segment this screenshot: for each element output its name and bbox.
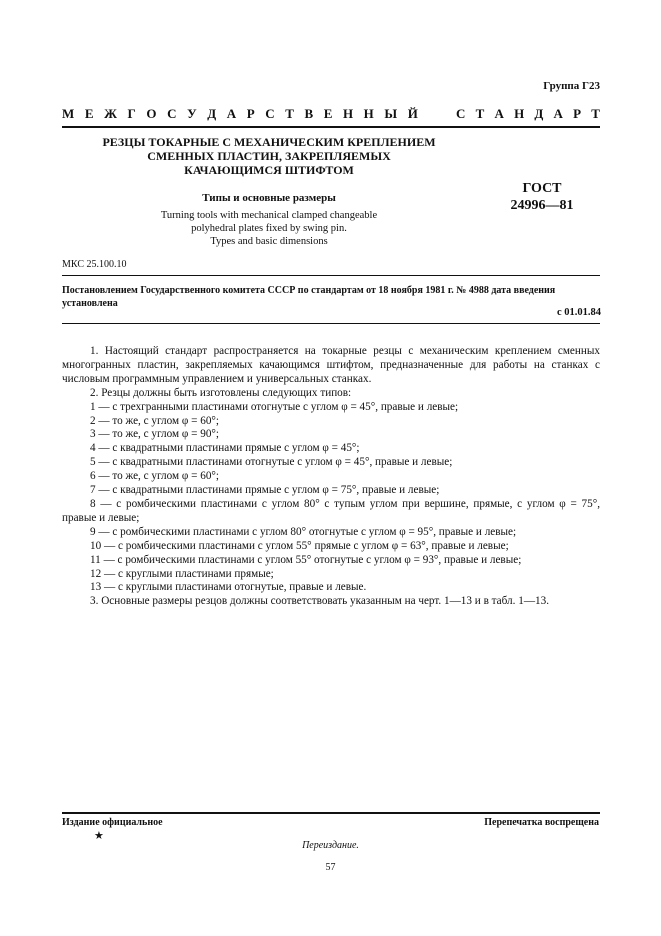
heading-letter: Т — [285, 106, 294, 121]
heading-letter: У — [187, 106, 197, 121]
list-item: 1 — с трехгранными пластинами отогнутые с углом φ = 45°, правые и левые; — [90, 400, 459, 413]
gost-label: ГОСТ — [522, 181, 562, 196]
heading-letter: Н — [342, 106, 354, 121]
heading-letter: А — [226, 106, 237, 121]
list-item: 6 — то же, с углом φ = 60°; — [90, 470, 219, 483]
paragraph: 1. Настоящий стандарт распространяется на токарные резцы с механическим креплением сменных многогранных пластин, закрепляемых качающимся штифтом, предназначенные для работы на станках с числовым программным управлением и универсальных станках. — [62, 345, 600, 385]
heading-letter: Т — [591, 106, 600, 121]
heading-letter: С — [265, 106, 275, 121]
introduction-date: с 01.01.84 — [556, 307, 601, 318]
document-subtitle: Типы и основные размеры — [202, 192, 336, 204]
decree-text: Постановлением Государственного комитета СССР по стандартам от 18 ноября 1981 г. № 4988 дата введения установлена — [62, 285, 556, 309]
title-line-1: РЕЗЦЫ ТОКАРНЫЕ С МЕХАНИЧЕСКИМ КРЕПЛЕНИЕМ — [102, 135, 436, 149]
heading-letter: Е — [323, 106, 333, 121]
heading-letter: Р — [246, 106, 255, 121]
official-edition-label: Издание официальное — [62, 817, 163, 828]
page-number: 57 — [325, 862, 336, 873]
heading-letter: Т — [475, 106, 485, 121]
body-text — [62, 345, 600, 609]
paragraph: 3. Основные размеры резцов должны соответствовать указанным на черт. 1—13 и в табл. 1—13. — [90, 595, 549, 608]
heading-letter: Ы — [384, 106, 398, 121]
interstate-word — [62, 106, 418, 122]
heading-letter: Д — [534, 106, 544, 121]
list-item: 9 — с ромбическими пластинами с углом 80° отогнутые с углом φ = 95°, правые и левые; — [90, 525, 517, 538]
list-item: 5 — с квадратными пластинами отогнутые с углом φ = 45°, правые и левые; — [90, 456, 453, 469]
interstate-standard-heading — [62, 106, 600, 122]
heading-letter: А — [553, 106, 563, 121]
heading-letter: В — [304, 106, 314, 121]
heading-letter: Д — [207, 106, 217, 121]
heading-letter: М — [62, 106, 75, 121]
list-item: 10 — с ромбическими пластинами с углом 55° прямые с углом φ = 63°, правые и левые; — [90, 539, 509, 552]
header-rule — [62, 126, 600, 128]
heading-letter: О — [146, 106, 157, 121]
heading-letter: Г — [127, 106, 136, 121]
group-label: Группа Г23 — [543, 80, 600, 92]
list-item: 11 — с ромбическими пластинами с углом 55° отогнутые с углом φ = 93°, правые и левые; — [90, 553, 522, 566]
english-line-2: polyhedral plates fixed by swing pin. — [191, 223, 347, 234]
title-line-2: СМЕННЫХ ПЛАСТИН, ЗАКРЕПЛЯЕМЫХ — [147, 149, 391, 163]
paragraph: 2. Резцы должны быть изготовлены следующих типов: — [90, 386, 352, 399]
list-item: 13 — с круглыми пластинами отогнутые, правые и левые. — [90, 581, 367, 594]
list-item: 4 — с квадратными пластинами прямые с углом φ = 45°; — [90, 442, 360, 455]
heading-letter: А — [494, 106, 504, 121]
mks-code: МКС 25.100.10 — [62, 259, 127, 270]
english-line-3: Types and basic dimensions — [210, 236, 328, 247]
heading-letter: Е — [84, 106, 94, 121]
gost-designation — [492, 180, 592, 214]
reprint-prohibited-label: Перепечатка воспрещена — [484, 817, 599, 828]
heading-letter: Н — [514, 106, 525, 121]
date-rule — [62, 323, 600, 324]
star-icon: ★ — [94, 830, 104, 842]
list-item: 3 — то же, с углом φ = 90°; — [90, 428, 219, 441]
list-item: 2 — то же, с углом φ = 60°; — [90, 414, 219, 427]
footer-rule — [62, 812, 600, 814]
heading-letter: Ж — [104, 106, 117, 121]
list-item: 12 — с круглыми пластинами прямые; — [90, 567, 274, 580]
heading-letter: С — [456, 106, 466, 121]
heading-letter: Й — [407, 106, 418, 121]
gost-number: 24996—81 — [510, 198, 574, 213]
english-title — [62, 209, 476, 248]
standard-word — [456, 106, 600, 122]
title-line-3: КАЧАЮЩИМСЯ ШТИФТОМ — [184, 163, 354, 177]
heading-letter: Р — [573, 106, 582, 121]
list-item: 7 — с квадратными пластинами прямые с углом φ = 75°, правые и левые; — [90, 484, 440, 497]
english-line-1: Turning tools with mechanical clamped changeable — [160, 210, 378, 221]
reissue-label: Переиздание. — [302, 840, 359, 851]
mks-rule — [62, 275, 600, 276]
list-item: 8 — с ромбическими пластинами с углом 80° с тупым углом при вершине, прямые, с углом φ = 75°, правые и левые; — [62, 497, 600, 524]
heading-letter: Н — [363, 106, 374, 121]
document-title — [62, 135, 476, 177]
heading-letter: С — [167, 106, 177, 121]
